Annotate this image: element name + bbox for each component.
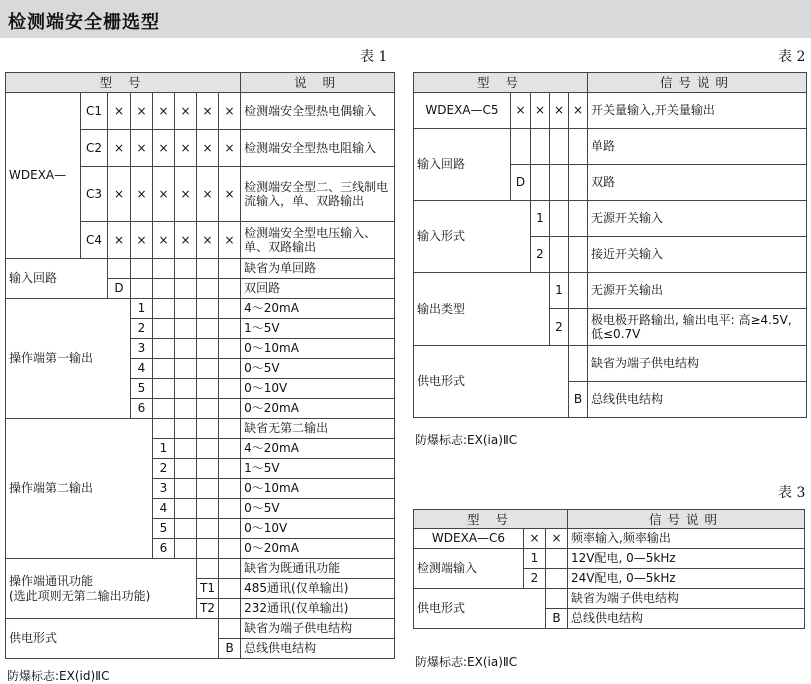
option-code: 2 xyxy=(550,309,569,346)
explosion-mark: 防爆标志:EX(ia)ⅡC xyxy=(415,655,518,669)
model-desc: 开关量输入,开关量输出 xyxy=(588,93,807,129)
option-code: 3 xyxy=(153,479,175,499)
option-mark: × xyxy=(175,93,197,130)
table-row xyxy=(6,299,395,319)
option-mark: × xyxy=(569,93,588,129)
title-bar xyxy=(0,0,811,38)
option-code: 2 xyxy=(131,319,153,339)
table-2 xyxy=(413,72,807,418)
option-mark: × xyxy=(524,529,546,549)
page-title: 检测端安全栅选型 xyxy=(8,12,160,33)
option-mark: × xyxy=(511,93,531,129)
option-code: B xyxy=(546,609,568,629)
option-code: 6 xyxy=(131,399,153,419)
option-code: 4 xyxy=(131,359,153,379)
input-label: 检测端输入 xyxy=(414,549,524,589)
option-code: 5 xyxy=(153,519,175,539)
option-mark: × xyxy=(219,222,241,259)
option-mark: × xyxy=(108,222,131,259)
option-desc: 12V配电, 0—5kHz xyxy=(568,549,805,569)
input-loop-label: 输入回路 xyxy=(6,259,108,299)
model-code: C1 xyxy=(81,93,108,130)
table-row xyxy=(6,93,395,130)
option-mark: × xyxy=(131,93,153,130)
option-code: 5 xyxy=(131,379,153,399)
comm-label-line1: 操作端通讯功能 xyxy=(9,574,94,589)
option-code: T2 xyxy=(197,599,219,619)
input-form-label: 输入形式 xyxy=(414,201,531,273)
comm-label xyxy=(6,559,197,619)
table-row xyxy=(6,259,395,279)
power-label: 供电形式 xyxy=(414,346,569,418)
table-1 xyxy=(5,72,395,659)
option-mark: × xyxy=(108,93,131,130)
option-code: T1 xyxy=(197,579,219,599)
header-signal: 信号说明 xyxy=(568,510,805,529)
header-model: 型 号 xyxy=(414,510,568,529)
option-desc: 0～20mA xyxy=(241,399,395,419)
option-code: 2 xyxy=(531,237,550,273)
explosion-mark: 防爆标志:EX(ia)ⅡC xyxy=(415,433,518,447)
power-label: 供电形式 xyxy=(6,619,219,659)
option-mark: × xyxy=(153,167,175,222)
option-mark: × xyxy=(197,130,219,167)
table-row xyxy=(6,559,395,579)
table3-caption: 表 3 xyxy=(778,485,806,501)
header-signal: 信号说明 xyxy=(588,73,807,93)
output-type-label: 输出类型 xyxy=(414,273,550,346)
option-desc: 4～20mA xyxy=(241,439,395,459)
option-code: 1 xyxy=(531,201,550,237)
option-mark: × xyxy=(197,167,219,222)
option-mark: × xyxy=(197,93,219,130)
table2-caption: 表 2 xyxy=(778,49,806,65)
table-row xyxy=(414,201,807,237)
table-row xyxy=(414,129,807,165)
option-desc: 0～10mA xyxy=(241,479,395,499)
table-row xyxy=(414,346,807,382)
option-mark: × xyxy=(153,130,175,167)
model-prefix: WDEXA— xyxy=(6,93,81,259)
model-code: WDEXA—C6 xyxy=(414,529,524,549)
input-loop-dual: 双回路 xyxy=(241,279,395,299)
table-row xyxy=(414,93,807,129)
option-mark: × xyxy=(175,222,197,259)
out2-label: 操作端第二输出 xyxy=(6,419,153,559)
option-code: 3 xyxy=(131,339,153,359)
option-desc: 0～10mA xyxy=(241,339,395,359)
option-code: B xyxy=(219,639,241,659)
model-code: C4 xyxy=(81,222,108,259)
option-code: 1 xyxy=(153,439,175,459)
input-loop-default: 缺省为单回路 xyxy=(241,259,395,279)
option-desc: 1～5V xyxy=(241,319,395,339)
option-code: 2 xyxy=(153,459,175,479)
explosion-mark: 防爆标志:EX(id)ⅡC xyxy=(7,669,110,683)
model-desc: 检测端安全型二、三线制电流输入，单、双路输出 xyxy=(241,167,395,222)
option-mark: × xyxy=(131,222,153,259)
option-code: D xyxy=(511,165,531,201)
option-mark: × xyxy=(131,130,153,167)
power-default: 缺省为端子供电结构 xyxy=(568,589,805,609)
option-mark: × xyxy=(219,130,241,167)
header-description: 说 明 xyxy=(241,73,395,93)
option-code: 2 xyxy=(524,569,546,589)
option-code: B xyxy=(569,382,588,418)
option-desc: 0～5V xyxy=(241,499,395,519)
option-mark: × xyxy=(219,93,241,130)
option-desc: 接近开关输入 xyxy=(588,237,807,273)
input-loop-dual: 双路 xyxy=(588,165,807,201)
power-default: 缺省为端子供电结构 xyxy=(588,346,807,382)
option-mark: × xyxy=(546,529,568,549)
option-desc: 无源开关输入 xyxy=(588,201,807,237)
comm-default: 缺省为既通讯功能 xyxy=(241,559,395,579)
table-row xyxy=(6,619,395,639)
power-label: 供电形式 xyxy=(414,589,546,629)
option-mark: × xyxy=(550,93,569,129)
power-default: 缺省为端子供电结构 xyxy=(241,619,395,639)
table-row xyxy=(414,589,805,609)
model-code: C2 xyxy=(81,130,108,167)
option-code: 1 xyxy=(131,299,153,319)
model-code: WDEXA—C5 xyxy=(414,93,511,129)
out2-default: 缺省无第二输出 xyxy=(241,419,395,439)
option-mark: × xyxy=(108,167,131,222)
out1-label: 操作端第一输出 xyxy=(6,299,131,419)
option-mark: × xyxy=(153,222,175,259)
option-mark: × xyxy=(175,130,197,167)
table1-caption: 表 1 xyxy=(360,49,388,65)
power-bus: 总线供电结构 xyxy=(588,382,807,418)
table-3 xyxy=(413,509,805,629)
option-desc: 极电极开路输出, 输出电平: 高≥4.5V, 低≤0.7V xyxy=(588,309,807,346)
table-row xyxy=(414,529,805,549)
model-desc: 检测端安全型热电阻输入 xyxy=(241,130,395,167)
option-code: 1 xyxy=(550,273,569,309)
option-code: 6 xyxy=(153,539,175,559)
table-row xyxy=(6,419,395,439)
option-mark: × xyxy=(175,167,197,222)
option-desc: 0～10V xyxy=(241,379,395,399)
header-model: 型 号 xyxy=(414,73,588,93)
comm-label-line2: (选此项则无第二输出功能) xyxy=(9,588,151,603)
table-row xyxy=(414,273,807,309)
header-model: 型 号 xyxy=(6,73,241,93)
option-desc: 0～10V xyxy=(241,519,395,539)
model-desc: 频率输入,频率输出 xyxy=(568,529,805,549)
option-mark: × xyxy=(531,93,550,129)
option-mark: × xyxy=(153,93,175,130)
power-bus: 总线供电结构 xyxy=(241,639,395,659)
option-mark: × xyxy=(197,222,219,259)
model-code: C3 xyxy=(81,167,108,222)
option-code: 4 xyxy=(153,499,175,519)
option-code: 1 xyxy=(524,549,546,569)
option-desc: 0～20mA xyxy=(241,539,395,559)
input-loop-single: 单路 xyxy=(588,129,807,165)
option-desc: 4～20mA xyxy=(241,299,395,319)
option-desc: 232通讯(仅单输出) xyxy=(241,599,395,619)
option-mark: × xyxy=(219,167,241,222)
option-desc: 24V配电, 0—5kHz xyxy=(568,569,805,589)
option-code: D xyxy=(108,279,131,299)
input-loop-label: 输入回路 xyxy=(414,129,511,201)
option-desc: 485通讯(仅单输出) xyxy=(241,579,395,599)
option-mark: × xyxy=(108,130,131,167)
table-row xyxy=(414,549,805,569)
option-desc: 0～5V xyxy=(241,359,395,379)
model-desc: 检测端安全型热电偶输入 xyxy=(241,93,395,130)
option-mark: × xyxy=(131,167,153,222)
model-desc: 检测端安全型电压输入、单、双路输出 xyxy=(241,222,395,259)
option-desc: 1～5V xyxy=(241,459,395,479)
power-bus: 总线供电结构 xyxy=(568,609,805,629)
option-desc: 无源开关输出 xyxy=(588,273,807,309)
